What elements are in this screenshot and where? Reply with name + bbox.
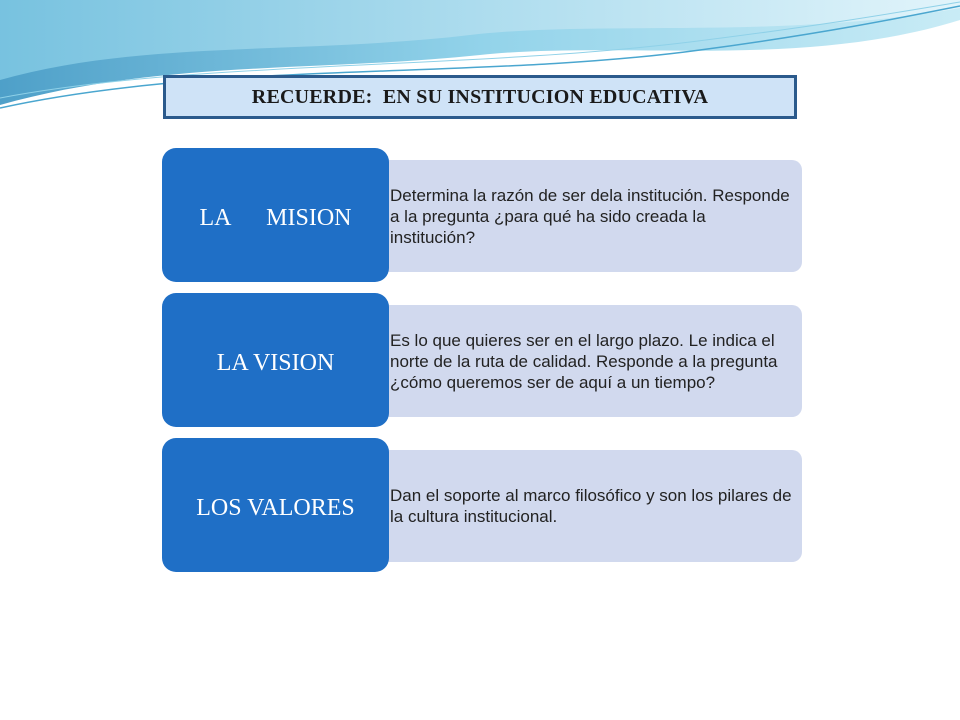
label-box [162,148,389,282]
item-label: LA MISION [199,204,352,231]
label-box [162,293,389,427]
description-box [350,305,802,417]
label-box [162,438,389,572]
description-box [350,160,802,272]
description-text: Es lo que quieres ser en el largo plazo. Le indica el norte de la ruta de calidad. Responde a la pregunta ¿cómo queremos ser de aquí a un tiempo? [390,330,778,392]
item-label: LA VISION [216,349,335,376]
list-item-mision [162,148,802,282]
list-item-valores [162,438,802,572]
description-text: Dan el soporte al marco filosófico y son los pilares de la cultura institucional. [390,486,792,526]
description-text: Determina la razón de ser dela institución. Responde a la pregunta ¿para qué ha sido creada la institución? [390,185,790,247]
item-label: LOS VALORES [196,494,355,521]
description-box [350,450,802,562]
page-title: RECUERDE: EN SU INSTITUCION EDUCATIVA [251,85,709,108]
title-box [163,75,797,119]
list-item-vision [162,293,802,427]
